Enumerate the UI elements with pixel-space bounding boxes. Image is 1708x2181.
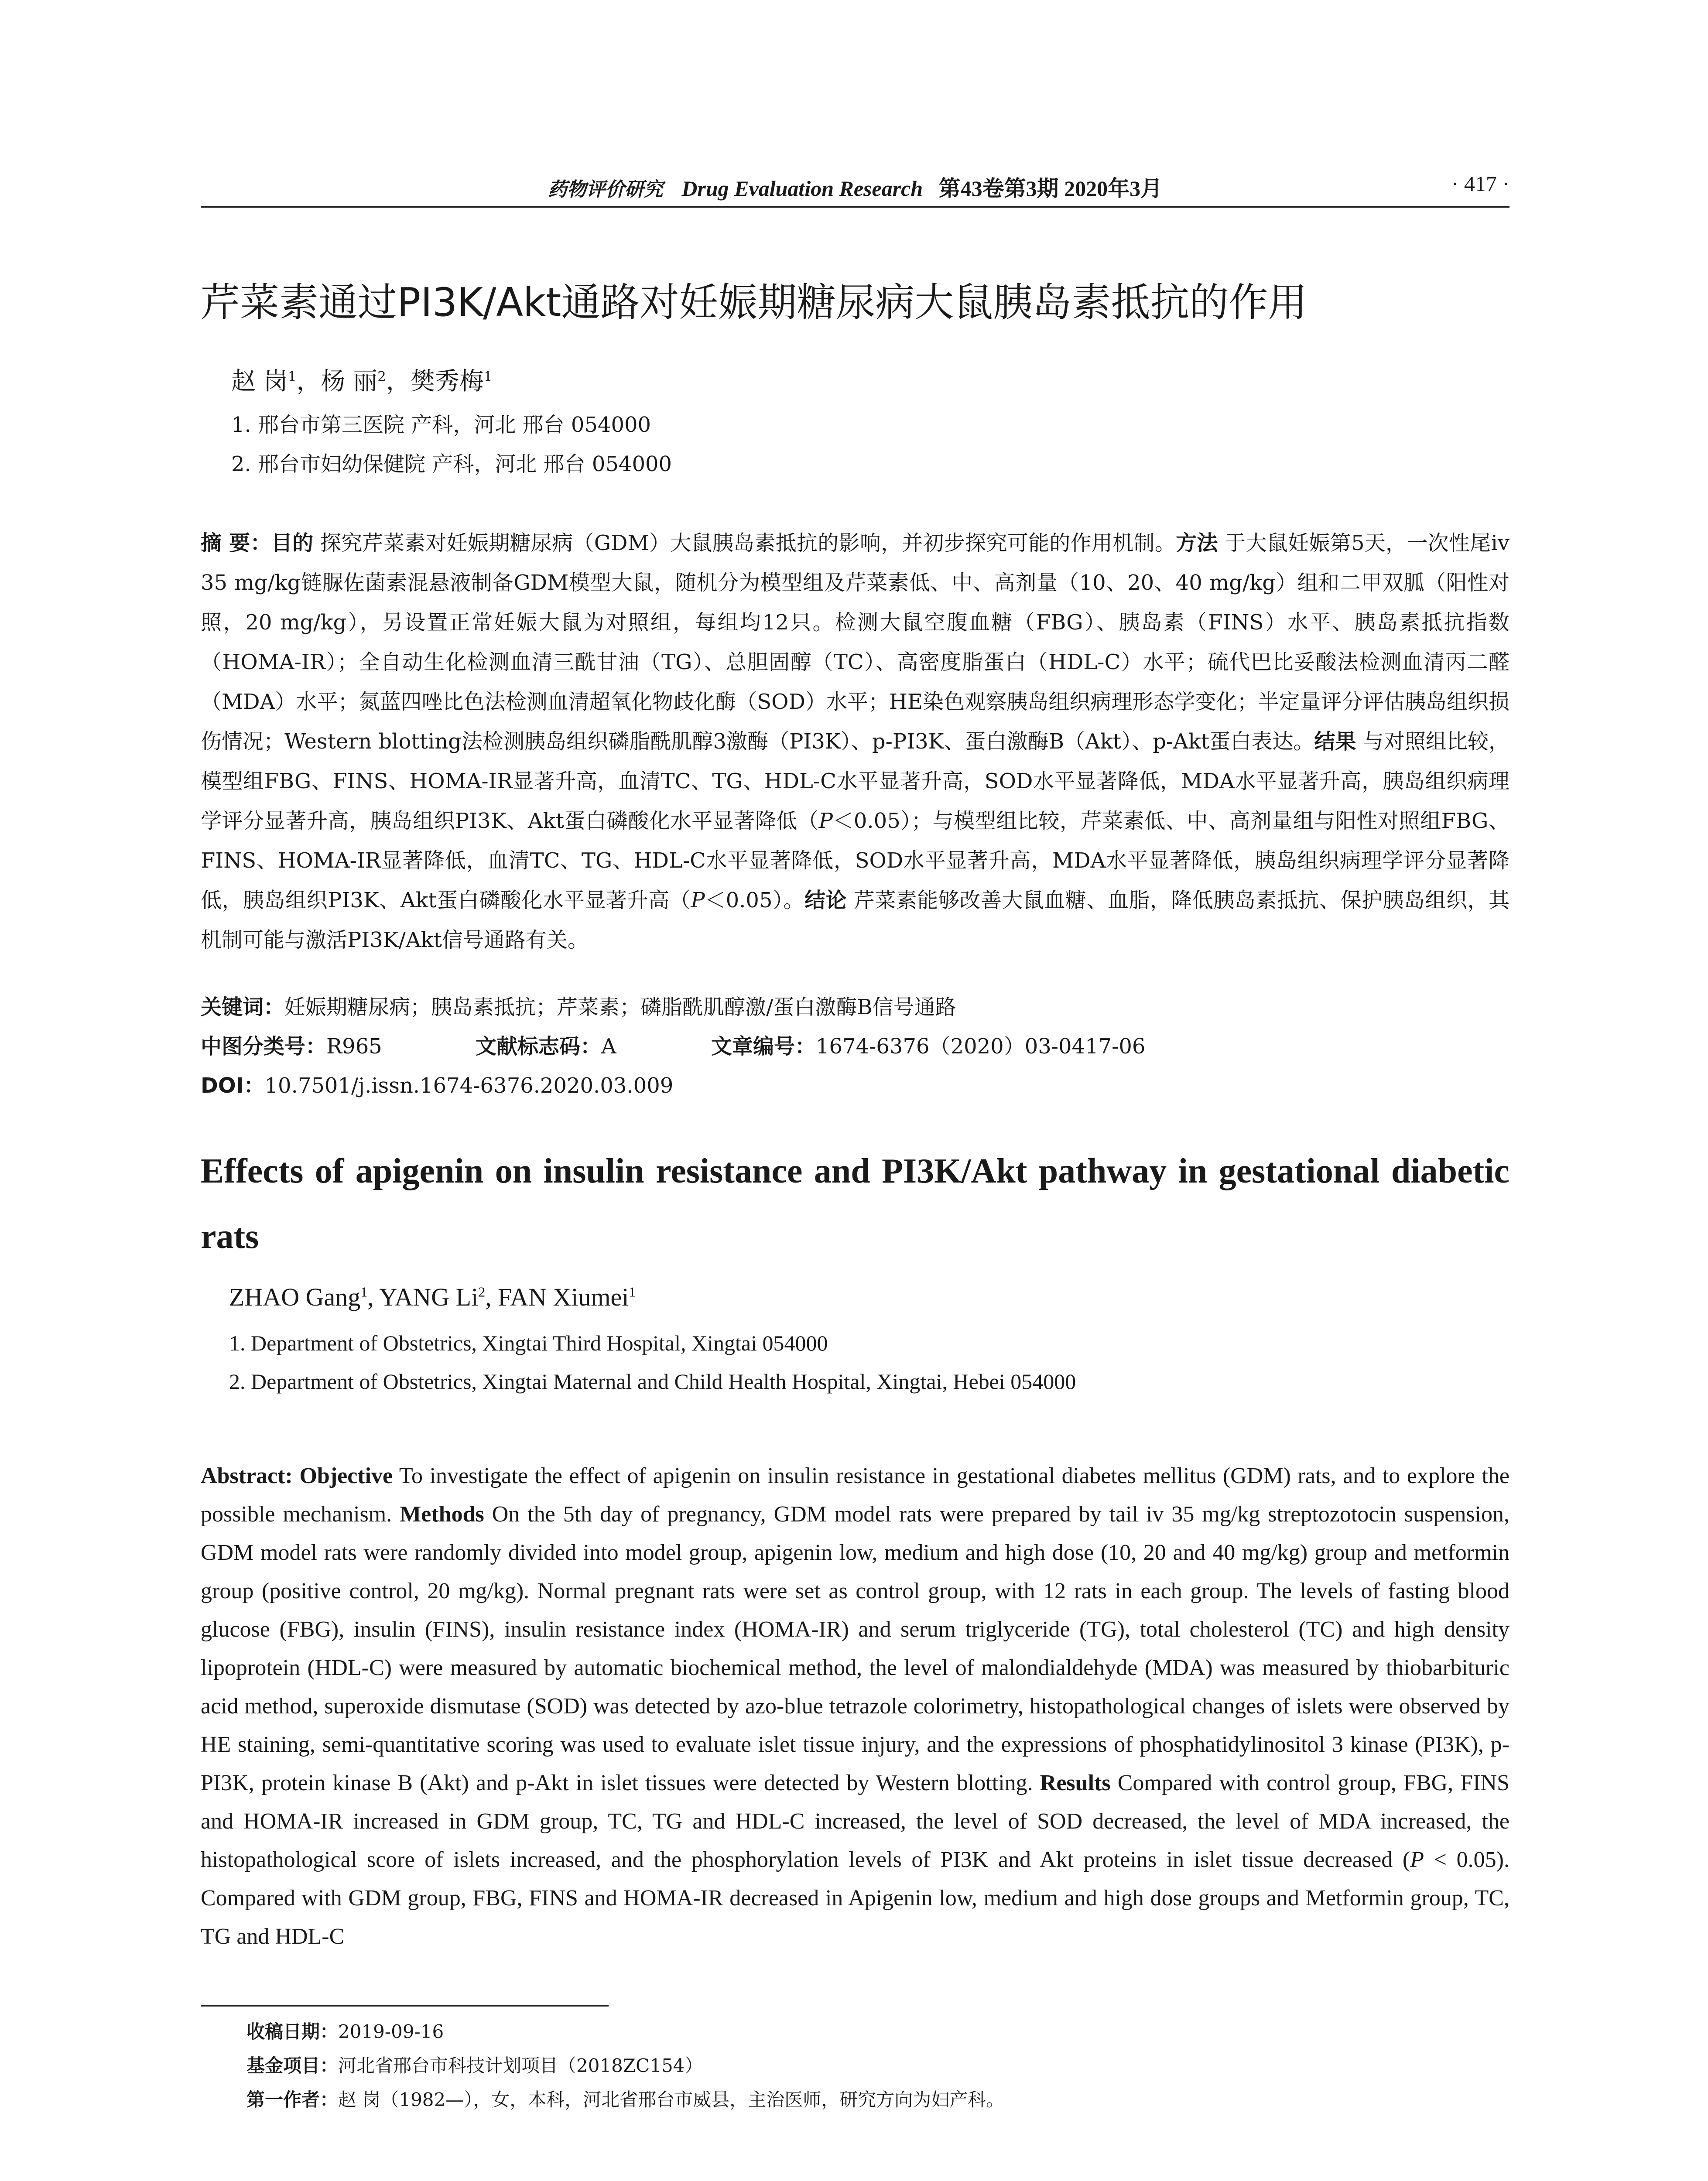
footnote-label: 基金项目： — [246, 2055, 339, 2076]
issue-info: 第43卷第3期 2020年3月 — [938, 176, 1163, 201]
objective-en-text: To investigate the effect of apigenin on insulin resistance in gestational diabetes mellitus (GDM) rats, and to explore the possible mechanism. — [201, 1463, 1509, 1527]
abstract-en — [201, 1457, 1509, 1956]
article-no — [711, 1029, 1145, 1060]
journal-en-name: Drug Evaluation Research — [681, 176, 923, 201]
footnote-label: 收稿日期： — [246, 2021, 339, 2042]
classification-line — [201, 1029, 1145, 1060]
results-en-label: Results — [1040, 1771, 1111, 1795]
title-cn: 芹菜素通过PI3K/Akt通路对妊娠期糖尿病大鼠胰岛素抵抗的作用 — [201, 280, 1308, 325]
abstract-cn — [201, 523, 1509, 960]
results-en-text-1: Compared with control group, FBG, FINS and HOMA-IR increased in GDM group, TC, TG and HDL-C increased, the level of SOD decreased, the level of MDA increased, the histopathological score of islets increased, and the phosphorylation levels of PI3K and Akt proteins in islet tissue decreased ( — [201, 1771, 1509, 1872]
author-sup: 1 — [483, 369, 493, 385]
methods-en-text: On the 5th day of pregnancy, GDM model rats were prepared by tail iv 35 mg/kg streptozotocin suspension, GDM model rats were randomly divided into model group, apigenin low, medium and high dose (10, 20 and 40 mg/kg) group and metformin group (positive control, 20 mg/kg). Normal pregnant rats were set as control group, with 12 rats in each group. The levels of fasting blood glucose (FBG), insulin (FINS), insulin resistance index (HOMA-IR) and serum triglyceride (TG), total cholesterol (TC) and high density lipoprotein (HDL-C) were measured by automatic biochemical method, the level of malondialdehyde (MDA) was measured by thiobarbituric acid method, superoxide dismutase (SOD) was detected by azo-blue tetrazole colorimetry, histopathological changes of islets were observed by HE staining, semi-quantitative scoring was used to evaluate islet tissue injury, and the expressions of phosphatidylinositol 3 kinase (PI3K), p-PI3K, protein kinase B (Akt) and p-Akt in islet tissues were detected by Western blotting. — [201, 1502, 1510, 1795]
affiliation-cn-2: 2. 邢台市妇幼保健院 产科，河北 邢台 054000 — [231, 452, 672, 476]
author-sup: 1 — [629, 1284, 636, 1300]
affiliation-en-1: 1. Department of Obstetrics, Xingtai Third Hospital, Xingtai 054000 — [229, 1331, 828, 1355]
author-en: YANG Li — [379, 1283, 479, 1311]
results-cn-text-2: ＜0.05）；与模型组比较，芹菜素低、中、高剂量组与阳性对照组FBG、FINS、HOMA-IR显著降低，血清TC、TG、HDL-C水平显著降低，SOD水平显著升高，MDA水平显著降低，胰岛组织病理学评分显著降低，胰岛组织PI3K、Akt蛋白磷酸化水平显著升高（ — [201, 809, 1509, 913]
results-cn-text-1: 与对照组比较，模型组FBG、FINS、HOMA-IR显著升高，血清TC、TG、HDL-C水平显著升高，SOD水平显著降低，MDA水平显著升高，胰岛组织病理学评分显著升高，胰岛组织PI3K、Akt蛋白磷酸化水平显著降低（ — [201, 729, 1509, 833]
results-en-text-2: < 0.05). Compared with GDM group, FBG, FINS and HOMA-IR decreased in Apigenin low, medium and high dose groups and Metformin group, TC, TG and HDL-C — [201, 1847, 1509, 1949]
doc-code-value: A — [601, 1034, 616, 1059]
doc-code-label: 文献标志码： — [476, 1034, 602, 1059]
p-value-symbol: P — [691, 888, 705, 913]
footnote-funding — [246, 2051, 703, 2078]
footnote-value: 2019-09-16 — [338, 2021, 444, 2042]
abstract-cn-label: 摘 要： — [201, 531, 271, 555]
results-cn-text-3: ＜0.05）。 — [705, 888, 805, 913]
objective-cn-label: 目的 — [271, 531, 314, 555]
running-header — [201, 167, 1509, 208]
doi-line — [201, 1069, 673, 1099]
objective-cn-text: 探究芹菜素对妊娠期糖尿病（GDM）大鼠胰岛素抵抗的影响，并初步探究可能的作用机制。 — [313, 531, 1176, 555]
footnote-divider — [201, 2005, 609, 2007]
keywords-cn-label: 关键词： — [201, 995, 285, 1019]
article-no-label: 文章编号： — [711, 1034, 816, 1059]
methods-en-label: Methods — [400, 1502, 484, 1527]
footnote-first-author — [246, 2085, 1004, 2112]
p-value-symbol: P — [818, 809, 833, 833]
author-sup: 1 — [288, 369, 297, 385]
conclusion-cn-text: 芹菜素能够改善大鼠血糖、血脂，降低胰岛素抵抗、保护胰岛组织，其机制可能与激活PI3K/Akt信号通路有关。 — [201, 888, 1509, 952]
author-sup: 2 — [377, 369, 386, 385]
footnote-value: 河北省邢台市科技计划项目（2018ZC154） — [338, 2055, 703, 2076]
footnote-label: 第一作者： — [246, 2089, 339, 2110]
methods-cn-text: 于大鼠妊娠第5天，一次性尾iv 35 mg/kg链脲佐菌素混悬液制备GDM模型大鼠，随机分为模型组及芹菜素低、中、高剂量（10、20、40 mg/kg）组和二甲双胍（阳性对照，20 mg/kg），另设置正常妊娠大鼠为对照组，每组均12只。检测大鼠空腹血糖（FBG）、胰岛素（FINS）水平、胰岛素抵抗指数（HOMA-IR）；全自动生化检测血清三酰甘油（TG）、总胆固醇（TC）、高密度脂蛋白（HDL-C）水平；硫代巴比妥酸法检测血清丙二醛（MDA）水平；氮蓝四唑比色法检测血清超氧化物歧化酶（SOD）水平；HE染色观察胰岛组织病理形态学变化；半定量评分评估胰岛组织损伤情况；Western blotting法检测胰岛组织磷脂酰肌醇3激酶（PI3K）、p-PI3K、蛋白激酶B（Akt）、p-Akt蛋白表达。 — [201, 531, 1509, 754]
results-cn-label: 结果 — [1314, 729, 1356, 754]
doi-label: DOI： — [201, 1073, 265, 1098]
footnote-received — [246, 2017, 444, 2044]
keywords-cn — [201, 990, 956, 1020]
affiliation-cn-1: 1. 邢台市第三医院 产科，河北 邢台 054000 — [231, 413, 651, 437]
author-cn: 杨 丽 — [321, 367, 378, 396]
journal-cn-logo: 药物评价研究 — [548, 179, 663, 200]
author-cn: 樊秀梅 — [410, 367, 484, 396]
article-no-value: 1674-6376（2020）03-0417-06 — [816, 1034, 1146, 1059]
author-cn: 赵 岗 — [231, 367, 288, 396]
clc-label: 中图分类号： — [201, 1034, 327, 1059]
page-number: · 417 · — [1451, 171, 1509, 196]
p-value-symbol: P — [1410, 1847, 1424, 1872]
title-en: Effects of apigenin on insulin resistance and PI3K/Akt pathway in gestational diabetic rats — [201, 1152, 1509, 1256]
author-sup: 1 — [360, 1284, 368, 1300]
doc-code — [476, 1029, 711, 1060]
clc-code — [201, 1029, 476, 1060]
author-sup: 2 — [478, 1284, 486, 1300]
authors-en: ZHAO Gang$^1$, YANG Li$^2$, FAN Xiumei$^1$ — [229, 1283, 636, 1311]
abstract-en-label: Abstract: — [201, 1463, 293, 1488]
keywords-cn-value: 妊娠期糖尿病；胰岛素抵抗；芹菜素；磷脂酰肌醇激/蛋白激酶B信号通路 — [284, 995, 956, 1019]
affiliation-en-2: 2. Department of Obstetrics, Xingtai Maternal and Child Health Hospital, Xingtai, Hebei 054000 — [229, 1369, 1076, 1394]
methods-cn-label: 方法 — [1176, 531, 1218, 555]
doi-value[interactable]: 10.7501/j.issn.1674-6376.2020.03.009 — [264, 1073, 674, 1098]
authors-cn: 赵 岗$^1$，杨 丽$^2$，樊秀梅$^1$ — [231, 367, 493, 396]
author-en: FAN Xiumei — [498, 1283, 629, 1311]
journal-masthead — [201, 171, 1509, 202]
author-en: ZHAO Gang — [229, 1283, 361, 1311]
clc-value: R965 — [326, 1034, 382, 1059]
objective-en-label: Objective — [299, 1463, 393, 1488]
footnote-value: 赵 岗（1982—），女，本科，河北省邢台市威县，主治医师，研究方向为妇产科。 — [338, 2089, 1005, 2110]
conclusion-cn-label: 结论 — [804, 888, 847, 913]
